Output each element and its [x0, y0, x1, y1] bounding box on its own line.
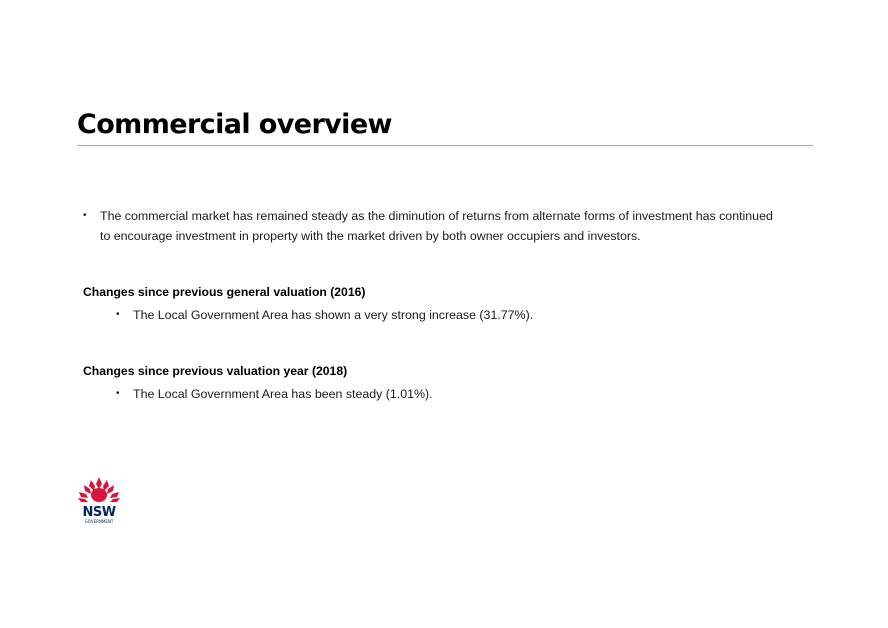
- bullet-icon: •: [83, 210, 87, 221]
- valuation-year-heading: Changes since previous valuation year (2018): [83, 364, 348, 378]
- general-valuation-heading: Changes since previous general valuation (2016): [83, 285, 366, 299]
- overview-bullet: [83, 206, 783, 246]
- logo-subtext: GOVERNMENT: [84, 519, 114, 524]
- nsw-government-logo: [76, 475, 122, 525]
- waratah-icon: [76, 475, 122, 525]
- bullet-icon: •: [116, 388, 120, 399]
- general-valuation-text: The Local Government Area has shown a very strong increase (31.77%).: [133, 308, 534, 322]
- logo-wordmark: NSW: [82, 505, 116, 520]
- bullet-icon: •: [116, 309, 120, 320]
- title-divider: [77, 145, 813, 146]
- valuation-year-bullet: [116, 384, 616, 404]
- overview-text: The commercial market has remained steady as the diminution of returns from alternate forms of investment has continued to encourage investment in property with the market driven by both owner occupiers and investors.: [100, 209, 773, 243]
- general-valuation-bullet: [116, 305, 616, 325]
- page-title: Commercial overview: [77, 109, 392, 140]
- valuation-year-text: The Local Government Area has been steady (1.01%).: [133, 387, 433, 401]
